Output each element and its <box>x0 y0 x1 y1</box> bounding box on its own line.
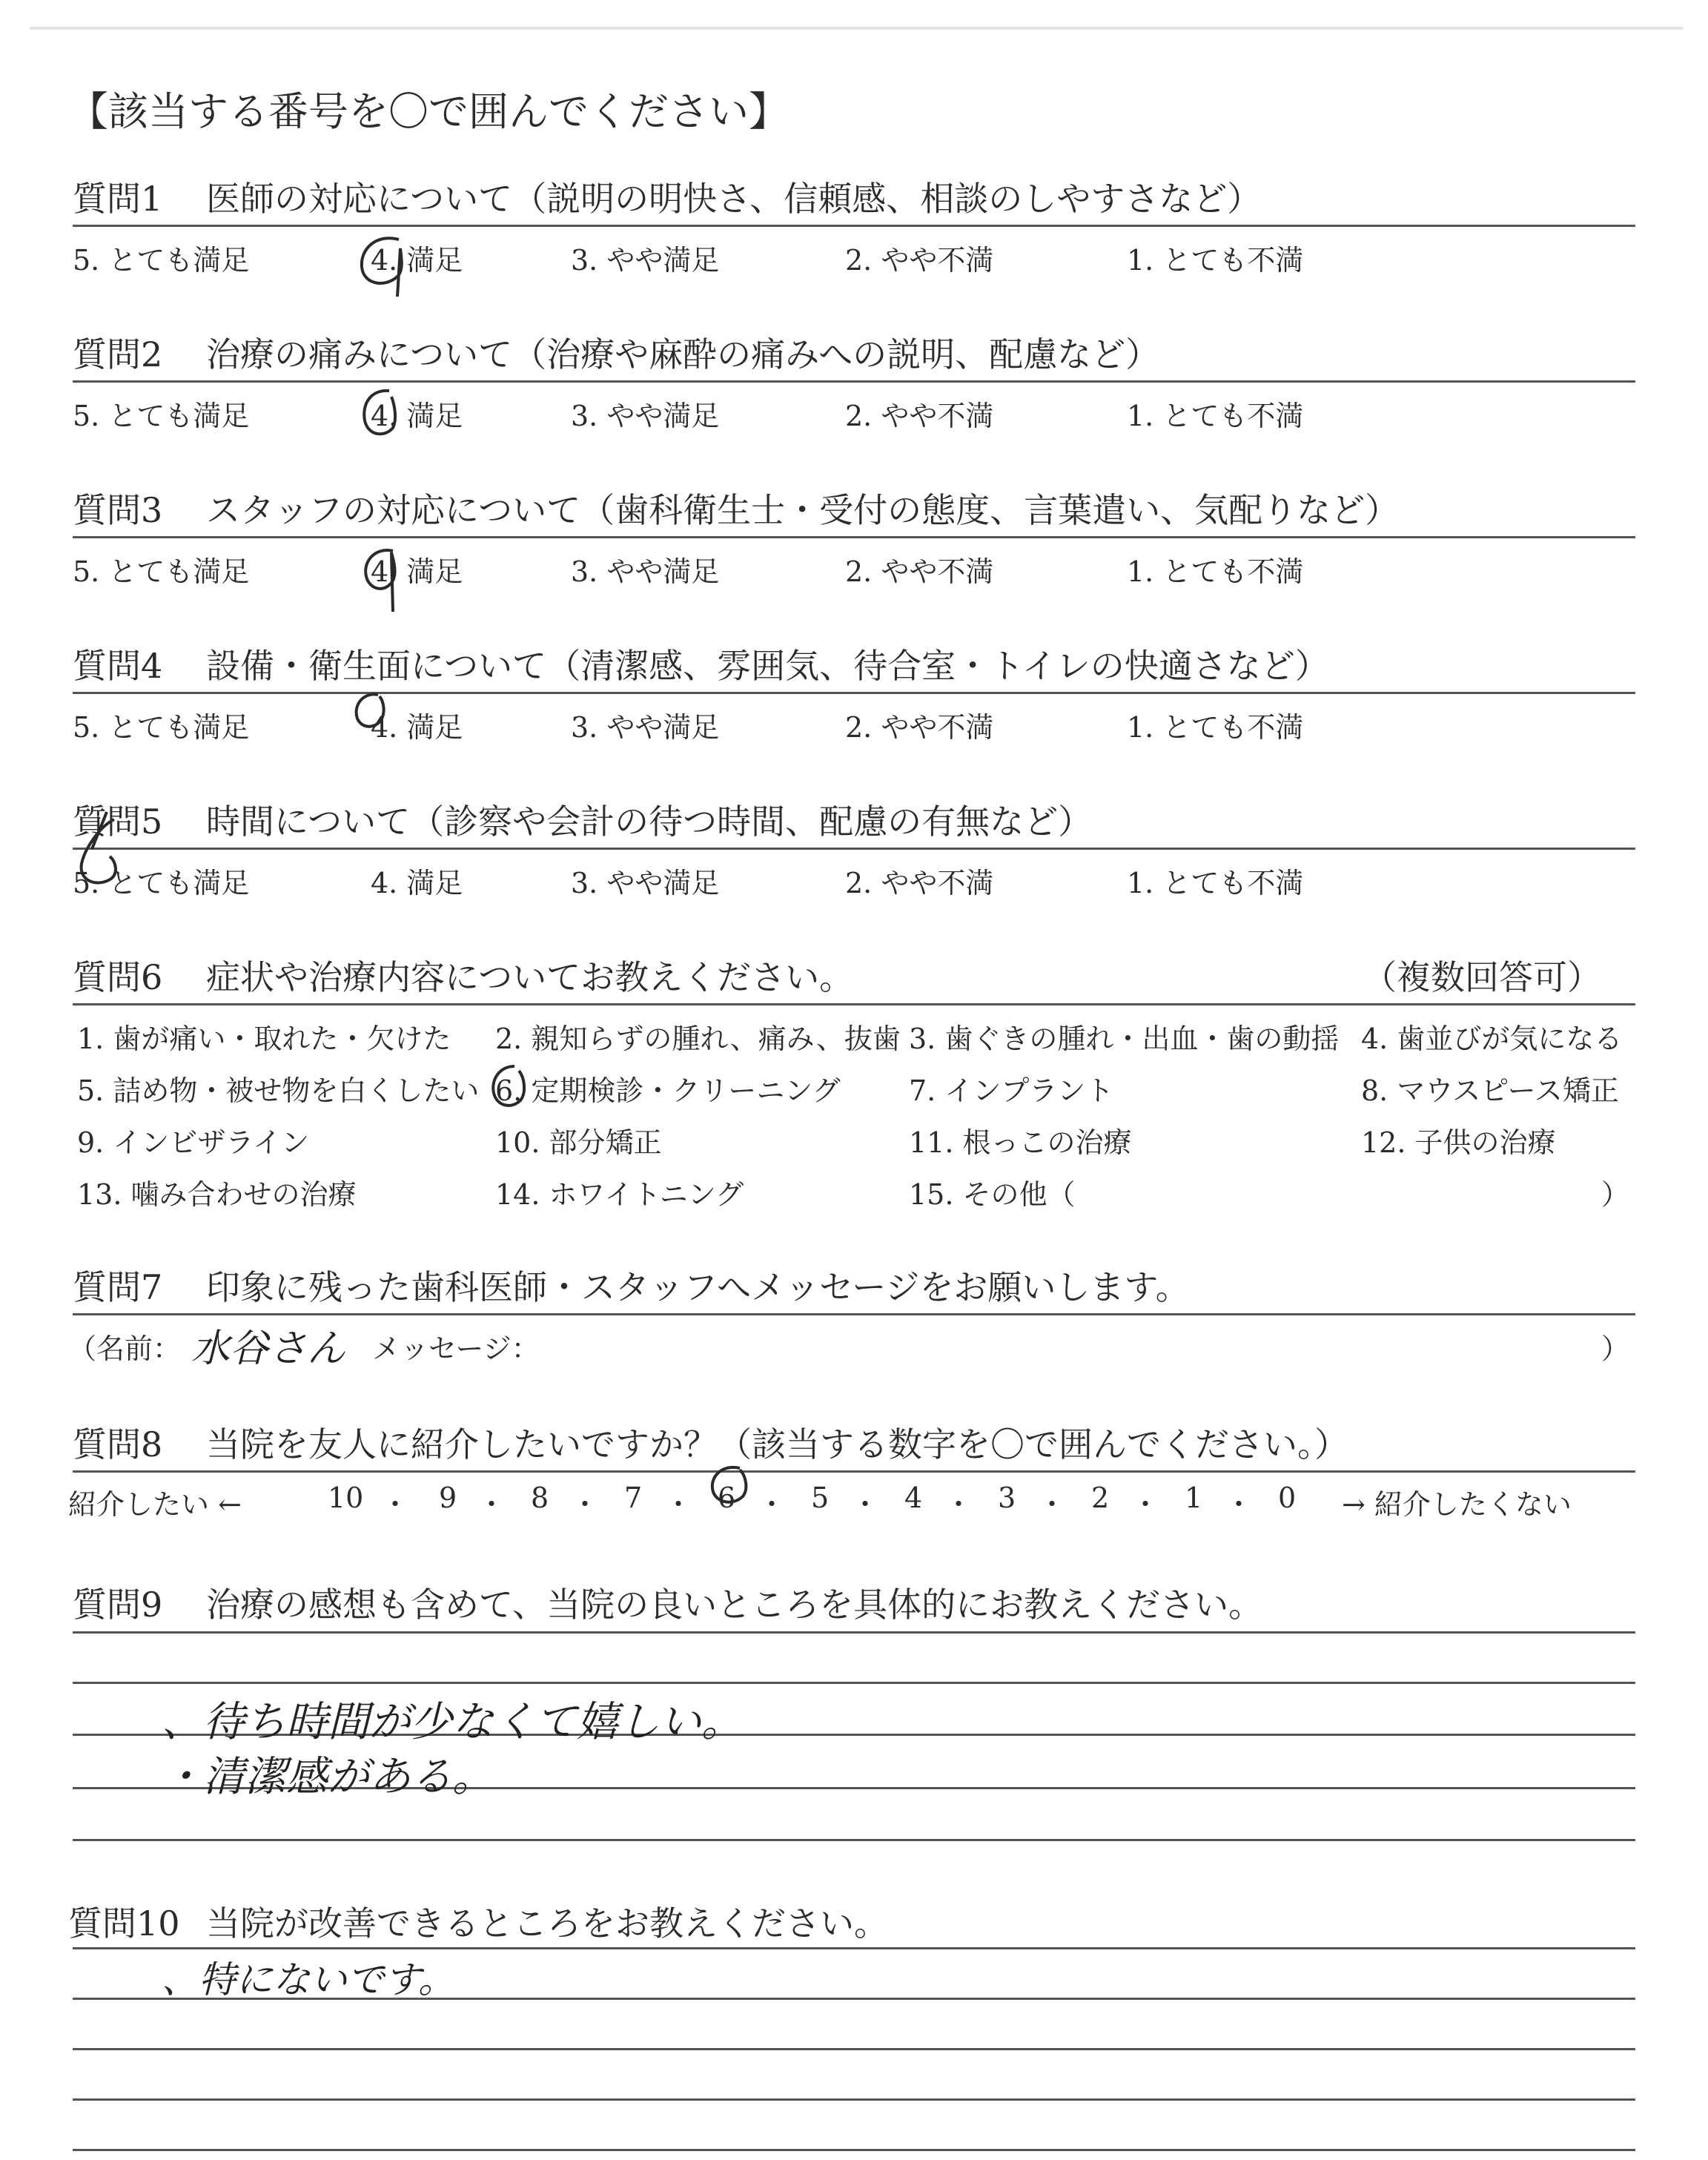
q6-option-9[interactable]: 9. インビザライン <box>77 1126 310 1159</box>
q6-option-7[interactable]: 7. インプラント <box>909 1074 1114 1107</box>
q1-option-1[interactable]: 1. とても不満 <box>1127 244 1304 277</box>
q9-line-2 <box>73 1682 1635 1684</box>
q6-option-11[interactable]: 11. 根っこの治療 <box>909 1126 1132 1159</box>
q8-selection-circle <box>697 1458 764 1517</box>
q8-sep: ・ <box>571 1488 600 1521</box>
q8-scale-4[interactable]: 4 <box>904 1482 923 1514</box>
q9-label: 質問9 <box>73 1585 163 1625</box>
q8-scale-5[interactable]: 5 <box>811 1482 830 1514</box>
q8-scale-8[interactable]: 8 <box>531 1482 549 1514</box>
q8-scale-10[interactable]: 10 <box>328 1482 364 1514</box>
q6-option-3[interactable]: 3. 歯ぐきの腫れ・出血・歯の動揺 <box>909 1023 1340 1055</box>
q5-label: 質問5 <box>73 802 163 842</box>
q10-line-3 <box>73 2048 1635 2050</box>
q6-option-13[interactable]: 13. 噛み合わせの治療 <box>77 1178 357 1211</box>
q3-option-5[interactable]: 5. とても満足 <box>73 555 250 588</box>
q8-sep: ・ <box>1131 1488 1160 1521</box>
q2-option-3[interactable]: 3. やや満足 <box>571 400 720 432</box>
q9-text: 治療の感想も含めて、当院の良いところを具体的にお教えください。 <box>206 1585 1263 1625</box>
q8-label: 質問8 <box>73 1424 163 1464</box>
q3-text: スタッフの対応について（歯科衛生士・受付の態度、言葉遣い、気配りなど） <box>206 490 1400 530</box>
q4-option-3[interactable]: 3. やや満足 <box>571 711 720 744</box>
q10-label: 質問10 <box>68 1903 180 1943</box>
q7-name-label: （名前： <box>68 1332 182 1365</box>
q4-underline <box>73 692 1635 694</box>
q10-answer-1[interactable]: 、特にないです。 <box>162 1958 455 2001</box>
q3-selection-circle <box>347 538 421 619</box>
q5-option-3[interactable]: 3. やや満足 <box>571 867 720 899</box>
q2-selection-circle <box>348 382 415 449</box>
q8-sep: ・ <box>758 1488 787 1521</box>
q3-option-3[interactable]: 3. やや満足 <box>571 555 720 588</box>
q5-option-4[interactable]: 4. 満足 <box>371 867 463 899</box>
q6-option-1[interactable]: 1. 歯が痛い・取れた・欠けた <box>77 1023 451 1055</box>
q10-line-5 <box>73 2149 1635 2151</box>
q1-text: 医師の対応について（説明の明快さ、信頼感、相談のしやすさなど） <box>206 179 1262 219</box>
q10-line-4 <box>73 2098 1635 2101</box>
q3-label: 質問3 <box>73 490 163 530</box>
q8-scale-0[interactable]: 0 <box>1278 1482 1297 1514</box>
q6-label: 質問6 <box>73 957 163 997</box>
q6-underline <box>73 1003 1635 1005</box>
q6-option-2[interactable]: 2. 親知らずの腫れ、痛み、抜歯 <box>495 1023 901 1055</box>
q7-name-handwritten[interactable]: 水谷さん <box>191 1327 346 1371</box>
q1-label: 質問1 <box>73 179 163 219</box>
q9-answer-2[interactable]: ・清潔感がある。 <box>162 1753 494 1801</box>
q1-selection-circle <box>347 226 421 300</box>
q6-option-14[interactable]: 14. ホワイトニング <box>495 1178 744 1211</box>
q2-option-1[interactable]: 1. とても不満 <box>1127 400 1304 432</box>
q5-option-2[interactable]: 2. やや不満 <box>845 867 994 899</box>
q7-underline <box>73 1313 1635 1315</box>
q2-label: 質問2 <box>73 334 163 374</box>
q6-option-15[interactable]: 15. その他（ <box>909 1178 1076 1211</box>
q5-selection-circle <box>62 805 136 901</box>
q1-option-2[interactable]: 2. やや不満 <box>845 244 994 277</box>
q6-option-5[interactable]: 5. 詰め物・被せ物を白くしたい <box>77 1074 480 1107</box>
q3-underline <box>73 536 1635 538</box>
q5-option-5[interactable]: 5. とても満足 <box>73 867 250 899</box>
q3-option-2[interactable]: 2. やや不満 <box>845 555 994 588</box>
q5-underline <box>73 848 1635 850</box>
q9-answer-1[interactable]: 、待ち時間が少なくて嬉しい。 <box>162 1698 743 1746</box>
q7-message-label: メッセージ： <box>372 1332 540 1365</box>
q10-text: 当院が改善できるところをお教えください。 <box>206 1903 888 1943</box>
q8-sep: ・ <box>944 1488 973 1521</box>
q1-option-5[interactable]: 5. とても満足 <box>73 244 250 277</box>
q3-option-1[interactable]: 1. とても不満 <box>1127 555 1304 588</box>
q4-label: 質問4 <box>73 646 163 686</box>
q5-text: 時間について（診察や会計の待つ時間、配慮の有無など） <box>206 802 1093 842</box>
q1-option-3[interactable]: 3. やや満足 <box>571 244 720 277</box>
q8-sep: ・ <box>664 1488 693 1521</box>
q7-label: 質問7 <box>73 1267 163 1307</box>
q6-option-12[interactable]: 12. 子供の治療 <box>1361 1126 1556 1159</box>
q8-left-label: 紹介したい ← <box>68 1488 242 1521</box>
q6-option-4[interactable]: 4. 歯並びが気になる <box>1361 1023 1623 1055</box>
q2-option-4[interactable]: 4. 満足 <box>371 400 463 432</box>
q6-option-8[interactable]: 8. マウスピース矯正 <box>1361 1074 1619 1107</box>
q8-sep: ・ <box>1225 1488 1254 1521</box>
q8-scale-6[interactable]: 6 <box>718 1482 736 1514</box>
q8-text: 当院を友人に紹介したいですか？（該当する数字を〇で囲んでください。） <box>206 1424 1348 1464</box>
q8-scale-7[interactable]: 7 <box>624 1482 643 1514</box>
q4-text: 設備・衛生面について（清潔感、雰囲気、待合室・トイレの快適さなど） <box>206 646 1329 686</box>
q4-selection-circle <box>341 686 408 745</box>
q8-scale-3[interactable]: 3 <box>998 1482 1016 1514</box>
q8-sep: ・ <box>851 1488 880 1521</box>
q2-underline <box>73 380 1635 383</box>
q8-scale-1[interactable]: 1 <box>1185 1482 1203 1514</box>
q3-option-4[interactable]: 4. 満足 <box>371 555 463 588</box>
q8-sep: ・ <box>1038 1488 1067 1521</box>
scan-top-edge <box>30 27 1683 30</box>
q8-scale-2[interactable]: 2 <box>1091 1482 1110 1514</box>
q5-option-1[interactable]: 1. とても不満 <box>1127 867 1304 899</box>
q7-text: 印象に残った歯科医師・スタッフへメッセージをお願いします。 <box>206 1267 1190 1307</box>
q4-option-1[interactable]: 1. とても不満 <box>1127 711 1304 744</box>
q4-option-2[interactable]: 2. やや不満 <box>845 711 994 744</box>
q1-option-4[interactable]: 4. 満足 <box>371 244 463 277</box>
q1-underline <box>73 225 1635 227</box>
q9-line-5 <box>73 1839 1635 1841</box>
q6-option-10[interactable]: 10. 部分矯正 <box>495 1126 662 1159</box>
q6-note: （複数回答可） <box>1363 957 1601 997</box>
q6-other-closing-paren: ） <box>1601 1178 1630 1211</box>
q2-option-2[interactable]: 2. やや不満 <box>845 400 994 432</box>
q8-sep: ・ <box>381 1488 410 1521</box>
q10-line-1 <box>73 1947 1635 1949</box>
q2-option-5[interactable]: 5. とても満足 <box>73 400 250 432</box>
q6-selection-circle <box>482 1059 541 1118</box>
q4-option-5[interactable]: 5. とても満足 <box>73 711 250 744</box>
q4-option-4[interactable]: 4. 満足 <box>371 711 463 744</box>
q8-sep: ・ <box>477 1488 506 1521</box>
q8-underline <box>73 1470 1635 1473</box>
q7-closing-paren: ） <box>1601 1332 1630 1365</box>
q9-line-1 <box>73 1631 1635 1634</box>
page-title: 【該当する番号を〇で囲んでください】 <box>68 88 789 135</box>
q6-option-6[interactable]: 6. 定期検診・クリーニング <box>495 1074 841 1107</box>
q6-text: 症状や治療内容についてお教えください。 <box>206 957 854 997</box>
q2-text: 治療の痛みについて（治療や麻酔の痛みへの説明、配慮など） <box>206 334 1160 374</box>
q8-scale-9[interactable]: 9 <box>439 1482 457 1514</box>
q8-right-label: → 紹介したくない <box>1342 1488 1572 1521</box>
